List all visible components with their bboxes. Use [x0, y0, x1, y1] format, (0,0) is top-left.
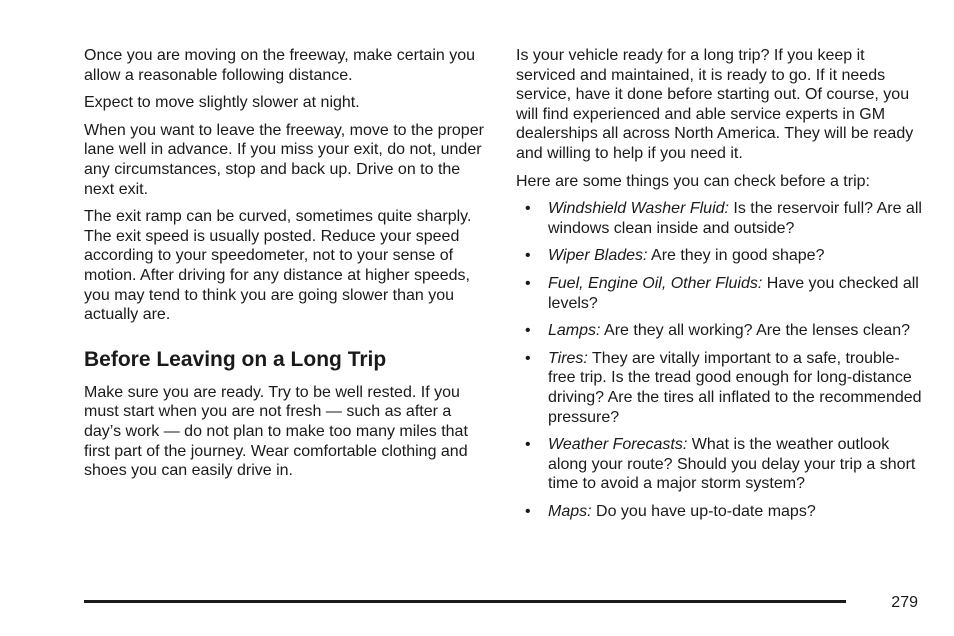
checklist-item-maps	[516, 502, 926, 522]
page-number: 279	[891, 594, 918, 611]
bullet-icon: •	[525, 436, 531, 454]
paragraph-night-speed: Expect to move slightly slower at night.	[84, 94, 360, 112]
checklist-item-weather	[516, 435, 926, 494]
bullet-icon: •	[525, 274, 531, 292]
paragraph-vehicle-ready: Is your vehicle ready for a long trip? If you keep it serviced and maintained, it is ready to go. If it needs service, have it done before starting out. Of course, you will find experienced and able service experts in GM dealerships all across North America. They will be ready and willing to help if you need it.	[516, 47, 914, 162]
paragraph-exit-ramp: The exit ramp can be curved, sometimes quite sharply. The exit speed is usually posted. Reduce your speed according to your speedometer, not to your sense of motion. After driving for any distance at higher speeds, you may tend to think you are going slower than you actually are.	[84, 208, 472, 324]
checklist-text: Are they in good shape?	[647, 247, 825, 265]
checklist-text: Have you checked all levels?	[548, 274, 919, 312]
checklist-term: Windshield Washer Fluid:	[548, 200, 729, 218]
section-heading: Before Leaving on a Long Trip	[84, 347, 387, 371]
paragraph-leaving-freeway: When you want to leave the freeway, move to the proper lane well in advance. If you miss your exit, do not, under any circumstances, stop and back up. Drive on to the next exit.	[84, 121, 484, 198]
checklist-text: Do you have up-to-date maps?	[591, 502, 816, 520]
checklist-item-washer-fluid	[516, 199, 926, 238]
checklist-item-fluids	[516, 274, 926, 313]
bullet-icon: •	[525, 247, 531, 265]
checklist-term: Weather Forecasts:	[548, 436, 688, 454]
bullet-icon: •	[525, 200, 531, 218]
checklist-term: Fuel, Engine Oil, Other Fluids:	[548, 274, 763, 292]
checklist-term: Lamps:	[548, 322, 601, 340]
checklist-text: Is the reservoir full? Are all windows clean inside and outside?	[548, 200, 922, 237]
checklist-term: Wiper Blades:	[548, 247, 648, 265]
checklist-item-lamps	[516, 321, 926, 341]
checklist-item-tires	[516, 349, 926, 427]
right-column	[516, 46, 926, 529]
paragraph-be-ready: Make sure you are ready. Try to be well rested. If you must start when you are not fresh — such as after a day’s work — do not plan to make too many miles that first part of the journey. Wear comfortable clothing and shoes you can easily drive in.	[84, 383, 468, 480]
paragraph-following-distance: Once you are moving on the freeway, make certain you allow a reasonable following distance.	[84, 47, 476, 84]
checklist-text: What is the weather outlook along your route? Should you delay your trip a short time to avoid a major storm system?	[548, 436, 916, 493]
bullet-icon: •	[525, 349, 531, 367]
checklist-text: They are vitally important to a safe, trouble-free trip. Is the tread good enough for long-distance driving? Are the tires all inflated to the recommended pressure?	[548, 349, 922, 426]
checklist-item-wiper-blades	[516, 246, 926, 266]
bullet-icon: •	[525, 322, 531, 340]
footer-rule	[84, 600, 846, 603]
checklist-text: Are they all working? Are the lenses clean?	[600, 322, 910, 340]
trip-checklist	[516, 199, 926, 521]
checklist-lead: Here are some things you can check before a trip:	[516, 172, 870, 190]
bullet-icon: •	[525, 502, 531, 520]
checklist-term: Tires:	[548, 349, 588, 367]
left-column	[84, 46, 484, 489]
checklist-term: Maps:	[548, 502, 592, 520]
